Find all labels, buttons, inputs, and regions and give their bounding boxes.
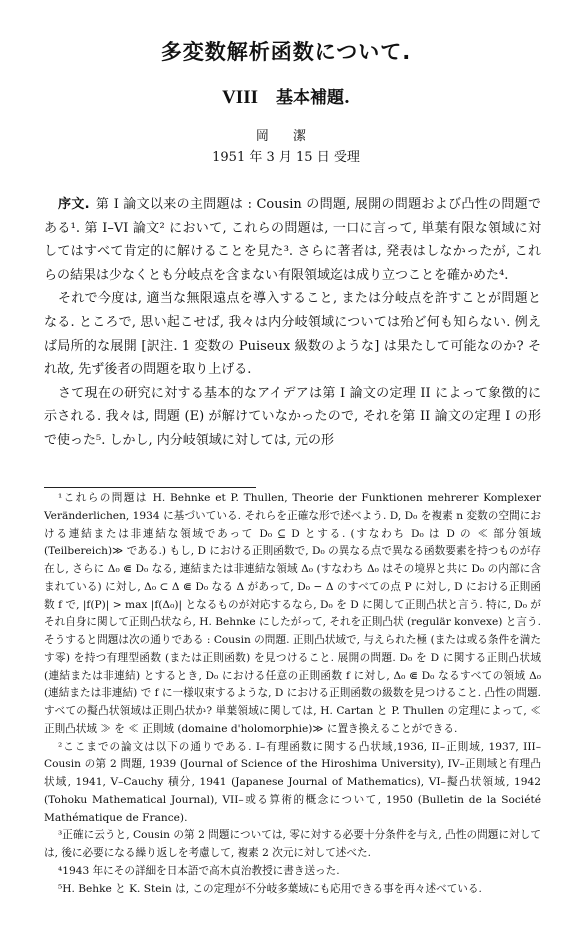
- paragraph-1: [44, 193, 541, 287]
- paragraph-text: さて現在の研究に対する基本的なアイデアは第 I 論文の定理 II によって象徴的に示される. 我々は, 問題 (E) が解けていなかったので, それを第 II 論文の定理 I の形で使った⁵. しかし, 内分岐領域に対しては, 元の形: [44, 385, 541, 448]
- paragraph-2: [44, 287, 541, 381]
- paragraph-3: [44, 382, 541, 453]
- footnote-5: ⁵H. Behke と K. Stein は, この定理が不分岐多葉域にも応用できる事を再々述べている.: [58, 882, 482, 895]
- part-title: 基本補題.: [275, 88, 350, 108]
- footnote-1: ¹これらの問題は H. Behnke et P. Thullen, Theorie der Funktionen mehrerer Komplexer Veränderlichen, 1934 に基づいている. それらを正確な形で述べよう. D, D₀ を複素 n 変数の空間における連結または非連結な領域であって D₀ ⊆ D とする. (すなわち D₀ は D の ≪ 部分領域 (Teilbereich)≫ である.) もし, D における正則函数で, D₀ の異なる点で異なる函数要素を持つものが存在し, さらに Δ₀ ⋐ D₀ なる, 連結または非連結な領域 Δ₀ (すなわち Δ₀ はその境界と共に D₀ の内部に含まれている) に対し, Δ₀ ⊂ Δ ⋐ D₀ なる Δ があって, D₀ − Δ のすべての点 P に対し, D における正則函数 f で, |f(P)| > max |f(Δ₀)| となるものが対応するなら, D₀ を D に関して正則凸状と言う. 特に, D₀ がそれ自身に関して正則凸状なら, H. Behnke にしたがって, それを正則凸状 (regulär konvexe) と言う. そうすると問題は次の通りである : Cousin の問題. 正則凸状域で, 与えられた極 (または或る条件を満たす零) を持つ有理型函数 (または正則函数) を見つけること. 展開の問題. D₀ を D に関する正則凸状域 (連結または非連結) とするとき, D₀ における任意の正則函数 f に対し, Δ₀ ⋐ D₀ なるすべての領域 Δ₀ (連結または非連結) で f に一様収束するような, D における正則函数の級数を見つけること. 凸性の問題. すべての擬凸状領域は正則凸状か? 単葉領域に関しては, H. Cartan と P. Thullen の定理によって, ≪ 正則凸状域 ≫ を ≪ 正則域 (domaine d'holomorphie)≫ に置き換えることができる.: [44, 492, 541, 735]
- footnote-divider: [44, 487, 256, 488]
- main-text: [44, 193, 541, 453]
- author-name: 岡 潔: [255, 129, 317, 144]
- footnote-3: ³正確に云うと, Cousin の第 2 問題については, 零に対する必要十分条件を与え, 凸性の問題に対しては, 後に必要になる繰り返しを考慮して, 複素 2 次元に対して述べた.: [44, 829, 541, 859]
- received-date: 1951 年 3 月 15 日 受理: [212, 150, 360, 165]
- footnote-4: ⁴1943 年にその詳細を日本語で高木貞治教授に書き送った.: [58, 864, 340, 877]
- paper-title: 多変数解析函数について.: [160, 40, 412, 64]
- paper-subtitle: [0, 83, 572, 109]
- section-heading-preface: 序文.: [58, 197, 90, 212]
- paragraph-text: 第 I 論文以来の主問題は : Cousin の問題, 展開の問題および凸性の問題である¹. 第 I–VI 論文² において, これらの問題は, 一口に言って, 単葉有限な領域に対してはすべて肯定的に解けることを見た³. さらに著者は, 発表はしなかったが, これらの結果は少なくとも分岐点を含まない有限領域迄は成り立つことを確かめた⁴.: [44, 197, 541, 283]
- footnote-2: ²ここまでの論文は以下の通りである. I–有理函数に関する凸状域,1936, II–正則域, 1937, III–Cousin の第 2 問題, 1939 (Journal of Science of the Hiroshima University), IV–正則域と有理凸状域, 1941, V–Cauchy 積分, 1941 (Japanese Journal of Mathematics), VI–擬凸状領域, 1942 (Tohoku Mathematical Journal), VII–或る算術的概念について, 1950 (Bulletin de la Société Mathématique de France).: [44, 740, 541, 824]
- paragraph-text: それで今度は, 適当な無限遠点を導入すること, または分岐点を許すことが問題となる. ところで, 思い起こせば, 我々は内分岐領域については殆ど何も知らない. 例えば局所的な展開 [訳注. 1 変数の Puiseux 級数のような] は果たして可能なのか? それ故, 先ず後者の問題を取り上げる.: [44, 291, 541, 378]
- footnotes: [44, 490, 541, 898]
- part-number: VIII: [222, 87, 258, 108]
